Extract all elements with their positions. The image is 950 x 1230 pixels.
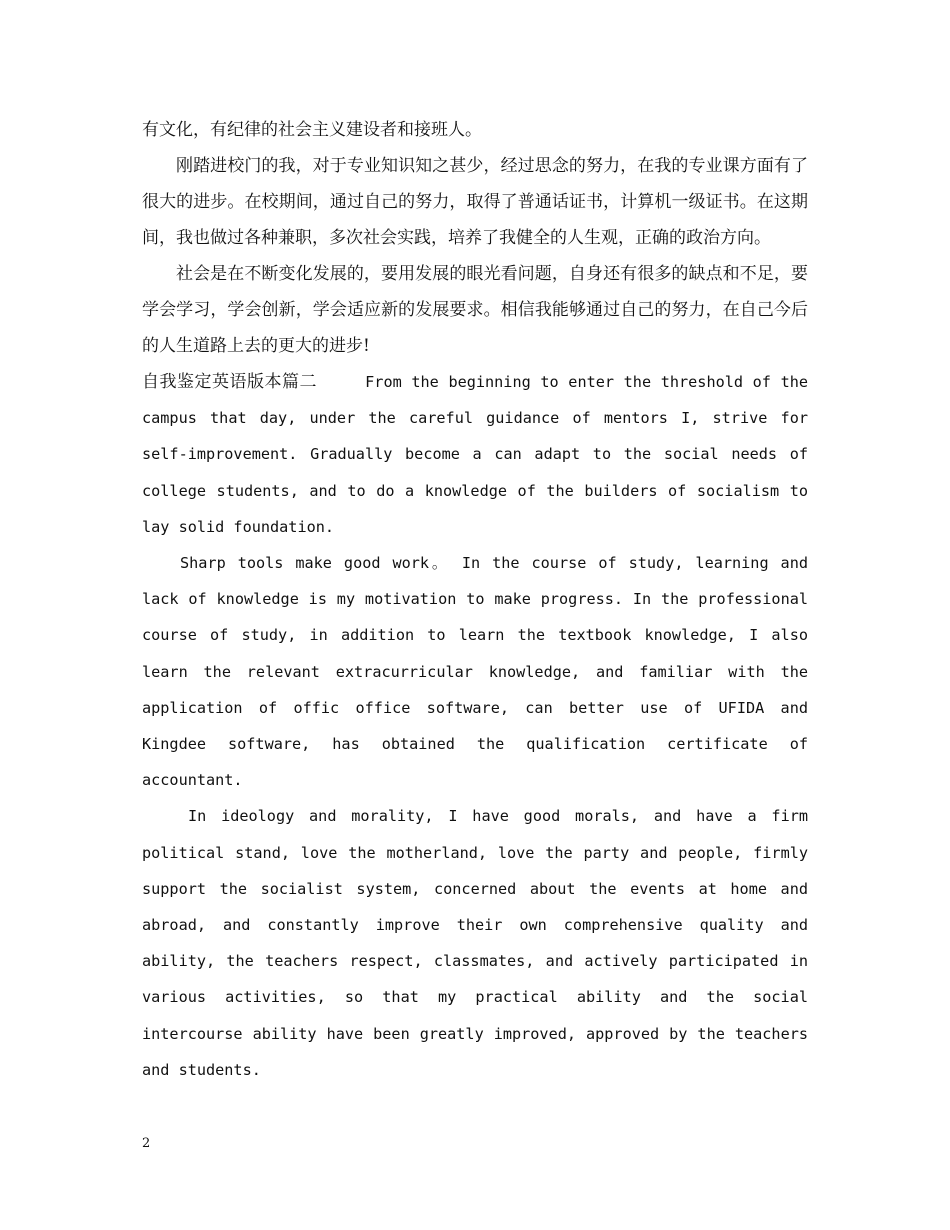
paragraph-en-1: From the beginning to enter the threshold of the campus that day, under the careful guidance of mentors I, strive for self-improvement. Gradually become a can adapt to the social needs of college students, and to do a knowledge of the builders of socialism to lay solid foundation. [142, 373, 809, 536]
paragraph-cn-1: 有文化，有纪律的社会主义建设者和接班人。 [142, 120, 482, 140]
section-heading: 自我鉴定英语版本篇二 [142, 372, 317, 392]
paragraph-en-2: Sharp tools make good work。 In the course of study, learning and lack of knowledge is my motivation to make progress. In the professional course of study, in addition to learn the textbook knowledge, I also learn the relevant extracurricular knowledge, and familiar with the application of offic office software, can better use of UFIDA and Kingdee software, has obtained the qualification certificate of accountant. [142, 554, 808, 790]
document-body [142, 112, 808, 1088]
section-paragraph-1 [142, 364, 808, 545]
paragraph-cn-3: 社会是在不断变化发展的，要用发展的眼光看问题，自身还有很多的缺点和不足，要学会学习，学会创新，学会适应新的发展要求。相信我能够通过自己的努力，在自己今后的人生道路上去的更大的进步! [142, 264, 808, 356]
page-number: 2 [142, 1136, 151, 1151]
paragraph-cn-2: 刚踏进校门的我，对于专业知识知之甚少，经过思念的努力，在我的专业课方面有了很大的进步。在校期间，通过自己的努力，取得了普通话证书，计算机一级证书。在这期间，我也做过各种兼职，多次社会实践，培养了我健全的人生观，正确的政治方向。 [142, 156, 808, 248]
paragraph-en-3: In ideology and morality, I have good morals, and have a firm political stand, love the motherland, love the party and people, firmly support the socialist system, concerned about the events at home and abroad, and constantly improve their own comprehensive quality and ability, the teachers respect, classmates, and actively participated in various activities, so that my practical ability and the social intercourse ability have been greatly improved, approved by the teachers and students. [142, 807, 808, 1079]
